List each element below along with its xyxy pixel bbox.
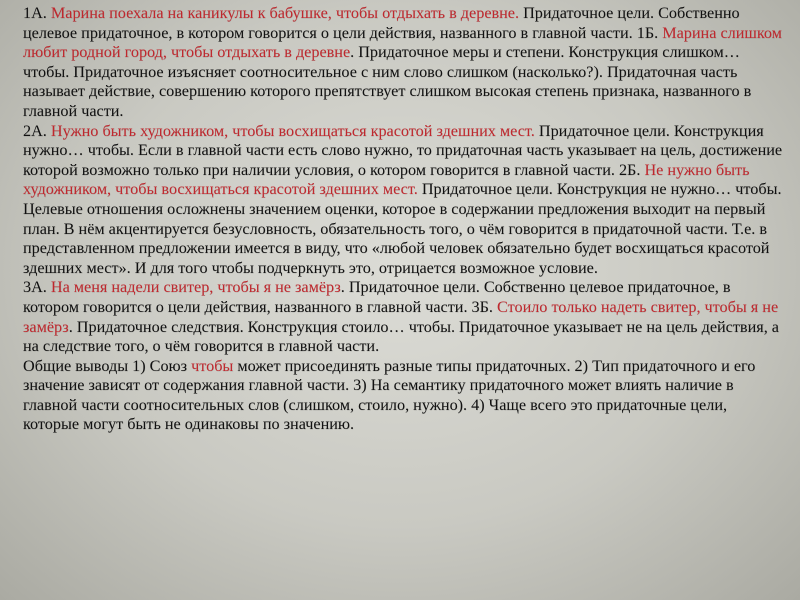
text-segment: . Придаточное следствия. Конструкция стоило… чтобы. Придаточное указывает не на цель действия, а на следствие того, о чём говорится в главной части. <box>23 317 779 356</box>
conjunction-highlight: чтобы <box>191 356 234 375</box>
text-segment: 3А. <box>23 278 51 297</box>
example-sentence-1b: Марина слишком любит родной город, чтобы отдыхать в деревне <box>23 23 782 62</box>
example-sentence-3a: На меня надели свитер, чтобы я не замёрз <box>50 278 341 297</box>
text-segment: Придаточное цели. Собственно целевое придаточное, в котором говорится о цели действия, названного в главной части. 1Б. <box>23 4 740 42</box>
example-sentence-2a: Нужно быть художником, чтобы восхищаться красотой здешних мест. <box>50 121 535 140</box>
text-segment: Придаточное цели. Конструкция не нужно… чтобы. Целевые отношения осложнены значением оценки, которое в содержании предложения выходит на первый план. В нём акцентируется безусловность, обязательность того, о чём говорится в придаточной части. Т.е. в представленном предложении имеется в виду, что «любой человек обязательно будет восхищаться красотой здешних мест». И для того чтобы подчеркнуть это, отрицается возможное условие. <box>23 180 782 277</box>
example-sentence-2b: Не нужно быть художником, чтобы восхищаться красотой здешних мест. <box>23 160 750 199</box>
example-sentence-3b: Стоило только надеть свитер, чтобы я не замёрз <box>23 297 779 336</box>
text-segment: . Придаточное меры и степени. Конструкция слишком… чтобы. Придаточное изъясняет соотносительное с ним слово слишком (насколько?). Придаточная часть называет действие, совершению которого препятствует слишком высокая степень признака, названного в главной части. <box>23 43 752 120</box>
text-segment: . Придаточное цели. Собственно целевое придаточное, в котором говорится о цели действия, названного в главной части. 3Б. <box>23 278 731 316</box>
paragraph-2 <box>23 122 783 279</box>
paragraph-1 <box>23 4 783 122</box>
text-segment: Общие выводы 1) Союз <box>23 356 192 375</box>
paragraph-3 <box>23 278 783 356</box>
paragraph-conclusions <box>23 357 783 435</box>
text-segment: Придаточное цели. Конструкция нужно… чтобы. Если в главной части есть слово нужно, то придаточная часть указывает на цель, достижение которой возможно только при наличии условия, о котором говорится в главной части. 2Б. <box>23 121 783 179</box>
slide-text-body <box>23 0 783 435</box>
text-segment: 2А. <box>23 121 51 140</box>
text-segment: может присоединять разные типы придаточных. 2) Тип придаточного и его значение зависят от содержания главной части. 3) На семантику придаточного может влиять наличие в главной части соотносительных слов (слишком, стоило, нужно). 4) Чаще всего это придаточные цели, которые могут быть не одинаковы по значению. <box>23 356 756 434</box>
text-segment: 1А. <box>23 4 51 22</box>
example-sentence-1a: Марина поехала на каникулы к бабушке, чтобы отдыхать в деревне. <box>50 4 520 22</box>
